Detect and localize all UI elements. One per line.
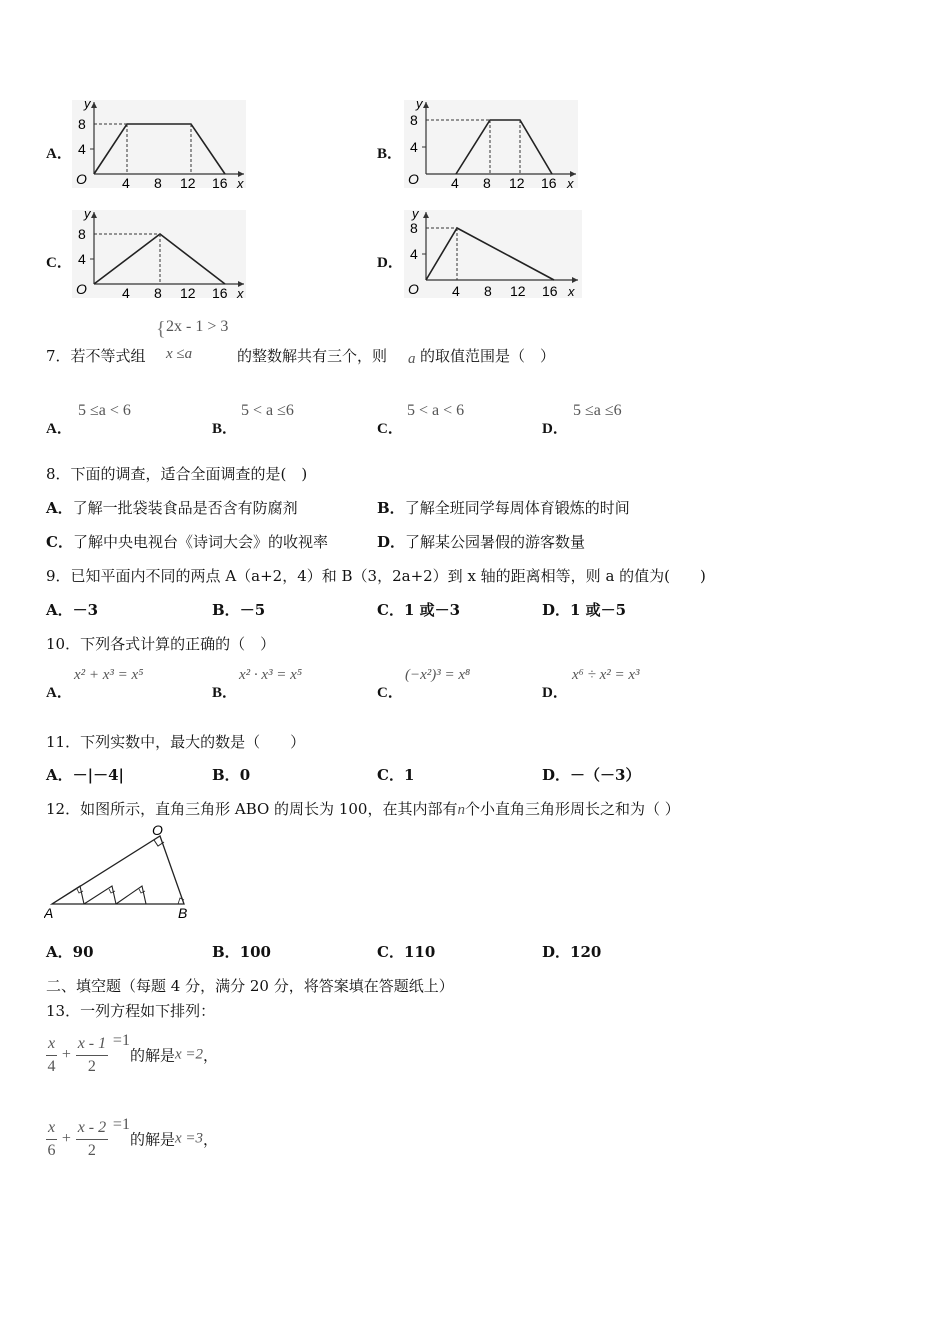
q10-option-d-expr[interactable]: x⁶ ÷ x² = x³ [572,667,640,683]
q10-option-c-label: C． [377,685,403,701]
q10-option-c-expr[interactable]: (−x²)³ = x⁸ [405,667,471,683]
q6-option-b-label: B． [377,146,403,162]
q8-option-b[interactable]: B．了解全班同学每周体育锻炼的时间 [377,499,630,517]
section-2-heading: 二、填空题（每题 4 分，满分 20 分，将答案填在答题纸上） [46,977,454,995]
xtick-8: 8 [154,175,162,191]
xtick-4: 4 [122,175,130,191]
q7-option-c-label: C． [377,421,403,437]
q9-stem: 9．已知平面内不同的两点 A（a+2，4）和 B（3，2a+2）到 x 轴的距离相等，则 a 的值为( ) [46,567,706,585]
ytick-8: 8 [410,112,418,128]
origin-label: O [408,281,419,297]
q6-option-a-label: A． [46,146,72,162]
q9-option-b[interactable]: B．－5 [212,601,266,619]
q11-stem: 11．下列实数中，最大的数是（ ） [46,733,306,751]
q6-graph-c[interactable] [72,206,248,302]
q7-option-b-expr[interactable]: 5 < a ≤6 [241,402,294,419]
q7-text-after: 的取值范围是（ ） [420,347,556,365]
origin-label: O [76,171,87,187]
q11-option-c[interactable]: C．1 [377,766,415,784]
q11-option-a[interactable]: A．－|－4| [46,766,124,784]
q7-option-a-expr[interactable]: 5 ≤a < 6 [78,402,131,419]
xtick-8: 8 [154,285,162,301]
axis-x-label: x [567,176,574,191]
q10-option-d-label: D． [542,685,568,701]
ytick-4: 4 [410,246,418,262]
xtick-16: 16 [212,285,228,301]
q6-graph-d[interactable] [404,206,584,302]
xtick-16: 16 [212,175,228,191]
xtick-12: 12 [180,175,196,191]
q7-option-b-label: B． [212,421,238,437]
q12-var: n [457,802,465,818]
q9-option-c[interactable]: C．1 或－3 [377,601,461,619]
q11-option-b[interactable]: B．0 [212,766,251,784]
q10-option-b-expr[interactable]: x² · x³ = x⁵ [239,667,303,683]
q12-option-b[interactable]: B．100 [212,943,271,961]
q12-stem: 12．如图所示，直角三角形 ABO 的周长为 100，在其内部有n个小直角三角形周长之和为（ ） [46,800,680,818]
q7-system-brace: { [156,318,166,340]
xtick-12: 12 [510,283,526,299]
ytick-8: 8 [78,226,86,242]
q10-option-b-label: B． [212,685,238,701]
vertex-b-label: B [178,905,188,921]
q7-option-d-label: D． [542,421,568,437]
q12-option-d[interactable]: D．120 [542,943,602,961]
q13-equation-2: $\frac{x}{6}$ + $\frac{x - 2}{2}$ =1的解是x =3， [47,1116,219,1159]
origin-label: O [408,171,419,187]
ytick-8: 8 [78,116,86,132]
q9-option-a[interactable]: A．－3 [46,601,99,619]
q13-stem: 13．一列方程如下排列： [46,1002,216,1020]
vertex-o-label: O [152,822,163,838]
q10-option-a-label: A． [46,685,72,701]
q7-number: 7． [46,347,71,365]
xtick-12: 12 [509,175,525,191]
q12-triangle-figure [44,822,204,924]
q7-stem [46,345,146,366]
q7-option-c-expr[interactable]: 5 < a < 6 [407,402,465,419]
q6-graph-b[interactable] [404,96,580,192]
q10-option-a-expr[interactable]: x² + x³ = x⁵ [74,667,144,683]
ytick-4: 4 [78,251,86,267]
ytick-4: 4 [410,139,418,155]
q7-system-line2: x ≤a [166,346,193,362]
axis-y-label: y [84,206,91,221]
axis-x-label: x [237,176,244,191]
q7-var: a [408,351,416,367]
axis-x-label: x [568,284,575,299]
q8-option-d[interactable]: D．了解某公园暑假的游客数量 [377,533,586,551]
xtick-4: 4 [452,283,460,299]
q12-option-c[interactable]: C．110 [377,943,436,961]
q13-equation-1: $\frac{x}{4}$ + $\frac{x - 1}{2}$ =1的解是x =2， [47,1032,219,1075]
xtick-8: 8 [483,175,491,191]
origin-label: O [76,281,87,297]
q12-option-a[interactable]: A．90 [46,943,94,961]
q6-option-d-label: D． [377,255,403,271]
q7-system-line1: 2x - 1 > 3 [166,318,229,335]
q8-option-a[interactable]: A．了解一批袋装食品是否含有防腐剂 [46,499,298,517]
q10-stem: 10．下列各式计算的正确的（ ） [46,635,276,653]
q6-graph-a[interactable] [72,96,248,192]
q9-option-d[interactable]: D．1 或－5 [542,601,627,619]
q7-text-middle: 的整数解共有三个，则 [237,347,388,365]
q7-option-d-expr[interactable]: 5 ≤a ≤6 [573,402,622,419]
xtick-16: 16 [541,175,557,191]
q6-option-c-label: C． [46,255,72,271]
q8-option-c[interactable]: C．了解中央电视台《诗词大会》的收视率 [46,533,328,551]
vertex-a-label: A [44,905,54,921]
xtick-4: 4 [122,285,130,301]
ytick-8: 8 [410,220,418,236]
q8-stem: 8．下面的调查，适合全面调查的是( ) [46,465,308,483]
axis-x-label: x [237,286,244,301]
ytick-4: 4 [78,141,86,157]
xtick-16: 16 [542,283,558,299]
q7-text-before: 若不等式组 [70,347,146,365]
xtick-12: 12 [180,285,196,301]
xtick-8: 8 [484,283,492,299]
axis-y-label: y [416,96,423,111]
xtick-4: 4 [451,175,459,191]
axis-y-label: y [412,206,419,221]
q11-option-d[interactable]: D．－（－3） [542,766,641,784]
axis-y-label: y [84,96,91,111]
q7-option-a-label: A． [46,421,72,437]
